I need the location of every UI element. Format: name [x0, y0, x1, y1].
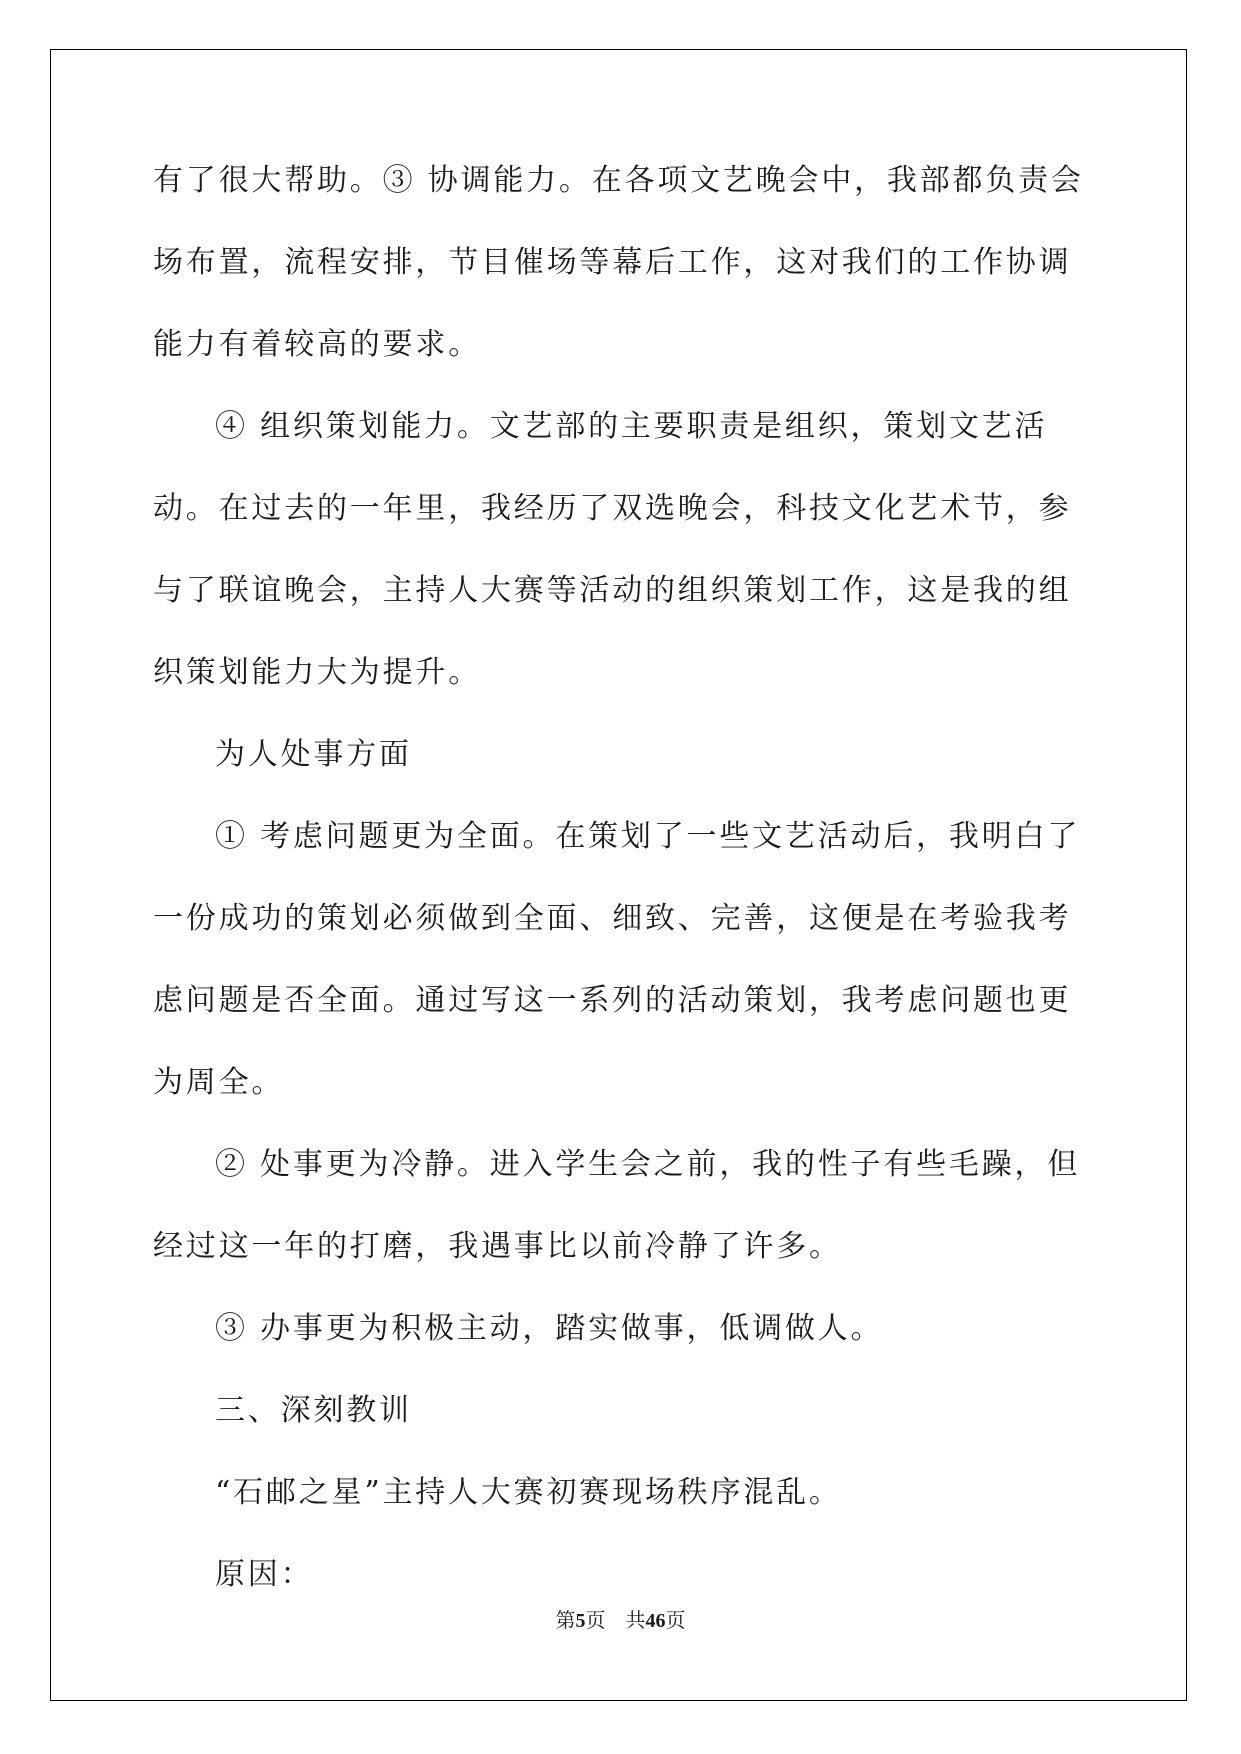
- paragraph-5: ③ 办事更为积极主动，踏实做事，低调做人。: [215, 1311, 884, 1346]
- paragraph-2: ④ 组织策划能力。文艺部的主要职责是组织，策划文艺活动。在过去的一年里，我经历了双选晚会，科技文化艺术节，参与了联谊晚会，主持人大赛等活动的组织策划工作，这是我的组织策划能力大为提升。: [153, 409, 1072, 690]
- section-heading-conduct: 为人处事方面: [215, 737, 412, 772]
- page-footer: [0, 1604, 1241, 1633]
- footer-prefix: 第: [555, 1608, 576, 1632]
- document-body: [153, 140, 1088, 1616]
- footer-total-pages: 46: [645, 1610, 666, 1632]
- footer-middle: 页 共: [585, 1608, 646, 1632]
- footer-page-number: 5: [575, 1610, 586, 1632]
- paragraph-3: ① 考虑问题更为全面。在策划了一些文艺活动后，我明白了一份成功的策划必须做到全面、细致、完善，这便是在考验我考虑问题是否全面。通过写这一系列的活动策划，我考虑问题也更为周全。: [153, 819, 1081, 1100]
- footer-suffix: 页: [665, 1608, 686, 1632]
- paragraph-6: “石邮之星”主持人大赛初赛现场秩序混乱。: [215, 1475, 842, 1510]
- paragraph-7: 原因：: [215, 1557, 314, 1592]
- paragraph-4: ② 处事更为冷静。进入学生会之前，我的性子有些毛躁，但经过这一年的打磨，我遇事比以前冷静了许多。: [153, 1147, 1081, 1264]
- section-heading-lessons: 三、深刻教训: [215, 1393, 412, 1428]
- paragraph-1: 有了很大帮助。③ 协调能力。在各项文艺晚会中，我部都负责会场布置，流程安排，节目催场等幕后工作，这对我们的工作协调能力有着较高的要求。: [153, 163, 1084, 362]
